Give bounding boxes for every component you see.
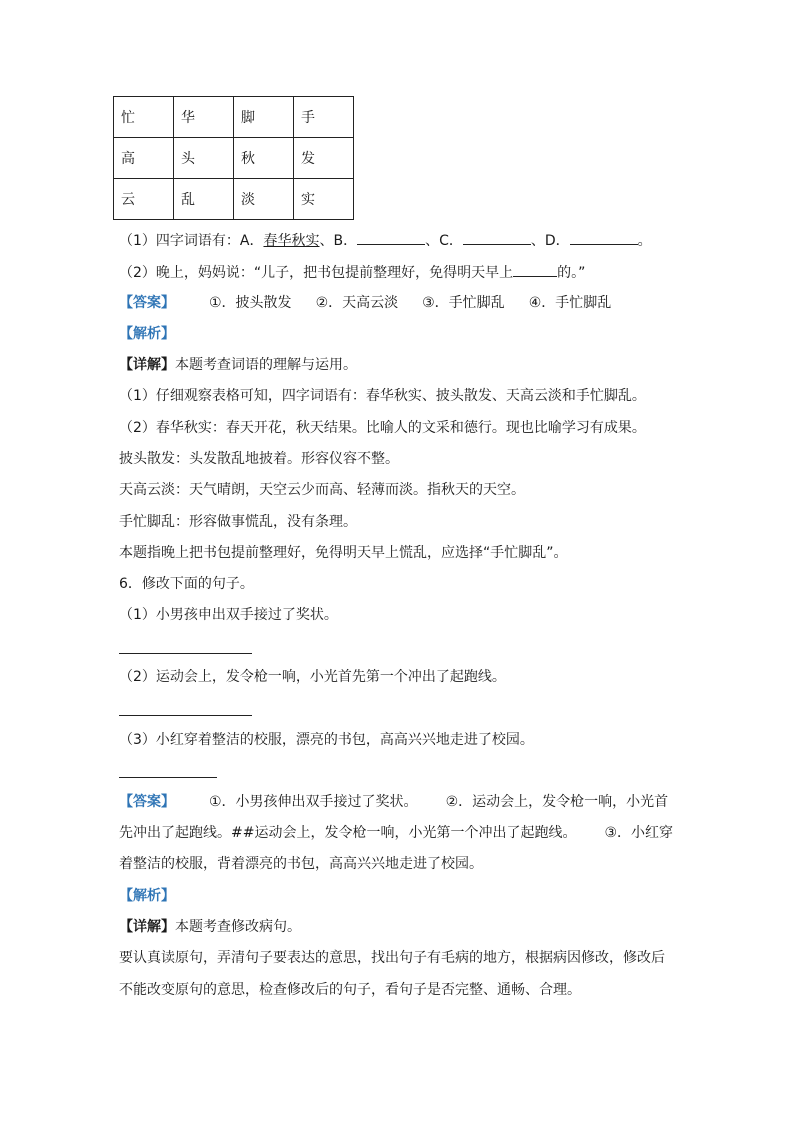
blank-d [570,230,638,245]
analysis-label: 【解析】 [119,326,175,342]
q2-text-end: 的。” [557,265,586,281]
analysis-line: 披头散发：头发散乱地披着。形容仪容不整。 [119,451,399,467]
analysis-line: 不能改变原句的意思，检查修改后的句子，看句子是否完整、通畅、合理。 [119,982,581,998]
q1-end: 。 [637,233,652,249]
answer-line [119,777,217,778]
detail-text: 本题考查修改病句。 [175,919,301,935]
analysis-line: 天高云淡：天气晴朗，天空云少而高、轻薄而淡。指秋天的天空。 [119,482,525,498]
detail-label: 【详解】 [119,919,175,935]
character-table [113,96,354,220]
table-cell: 手 [294,97,354,138]
answer-line [119,653,252,654]
analysis-5-label [119,324,175,344]
answer-6-line-3: 着整洁的校服，背着漂亮的书包，高高兴兴地走进了校园。 [119,856,483,872]
blank-q2 [513,262,557,277]
detail-text: 本题考查词语的理解与运用。 [175,357,357,373]
q1-c-label: 、C． [425,233,463,249]
table-row [114,97,354,138]
q1-d-label: 、D． [530,233,570,249]
blank-b [357,230,425,245]
answer-label: 【答案】 [119,295,175,311]
table-cell: 云 [114,179,174,220]
question-6-sentence-3: （3）小红穿着整洁的校服，漂亮的书包，高高兴兴地走进了校园。 [119,732,534,748]
analysis-6-label [119,886,175,906]
table-row [114,138,354,179]
analysis-line: （2）春华秋实：春天开花，秋天结果。比喻人的文采和德行。现也比喻学习有成果。 [119,420,646,436]
table-cell: 秋 [234,138,294,179]
table-cell: 发 [294,138,354,179]
table-row [114,179,354,220]
analysis-5-detail [119,355,357,375]
question-2 [119,262,585,283]
answer-item: ③．小红穿 [604,825,674,841]
question-6-title: 6．修改下面的句子。 [119,576,254,592]
answer-item: 先冲出了起跑线。##运动会上，发令枪一响，小光第一个冲出了起跑线。 [119,825,577,841]
answer-item: ①．小男孩伸出双手接过了奖状。 [209,794,418,810]
answer-item: ③．手忙脚乱 [422,295,505,311]
q1-example-answer: 春华秋实 [263,233,320,249]
analysis-line: （1）仔细观察表格可知，四字词语有：春华秋实、披头散发、天高云淡和手忙脚乱。 [119,388,646,404]
analysis-6-detail [119,917,301,937]
table-cell: 实 [294,179,354,220]
q1-b-label: 、B． [319,233,358,249]
analysis-line: 本题指晚上把书包提前整理好，免得明天早上慌乱，应选择“手忙脚乱”。 [119,545,568,561]
answer-6-line-2 [119,823,673,843]
q2-text: （2）晚上，妈妈说：“儿子，把书包提前整理好，免得明天早上 [119,265,514,281]
detail-label: 【详解】 [119,357,175,373]
analysis-line: 手忙脚乱：形容做事慌乱，没有条理。 [119,514,357,530]
question-6-sentence-2: （2）运动会上，发令枪一响，小光首先第一个冲出了起跑线。 [119,669,506,685]
table-cell: 脚 [234,97,294,138]
analysis-line: 要认真读原句，弄清句子要表达的意思，找出句子有毛病的地方，根据病因修改，修改后 [119,950,665,966]
table-cell: 乱 [174,179,234,220]
answer-item: ④．手忙脚乱 [528,295,612,311]
table-cell: 高 [114,138,174,179]
answer-item: ②．天高云淡 [315,295,399,311]
q1-prefix: （1）四字词语有：A． [119,233,264,249]
answer-label: 【答案】 [119,794,175,810]
analysis-label: 【解析】 [119,888,175,904]
table-cell: 华 [174,97,234,138]
answer-6-line-1 [119,792,668,812]
blank-c [463,230,531,245]
question-1 [119,230,652,251]
table-cell: 淡 [234,179,294,220]
answer-5 [119,293,611,313]
table-cell: 头 [174,138,234,179]
question-6-sentence-1: （1）小男孩申出双手接过了奖状。 [119,607,338,623]
answer-item: ①．披头散发 [209,295,292,311]
answer-line [119,715,252,716]
answer-item: ②．运动会上，发令枪一响，小光首 [445,794,669,810]
table-cell: 忙 [114,97,174,138]
